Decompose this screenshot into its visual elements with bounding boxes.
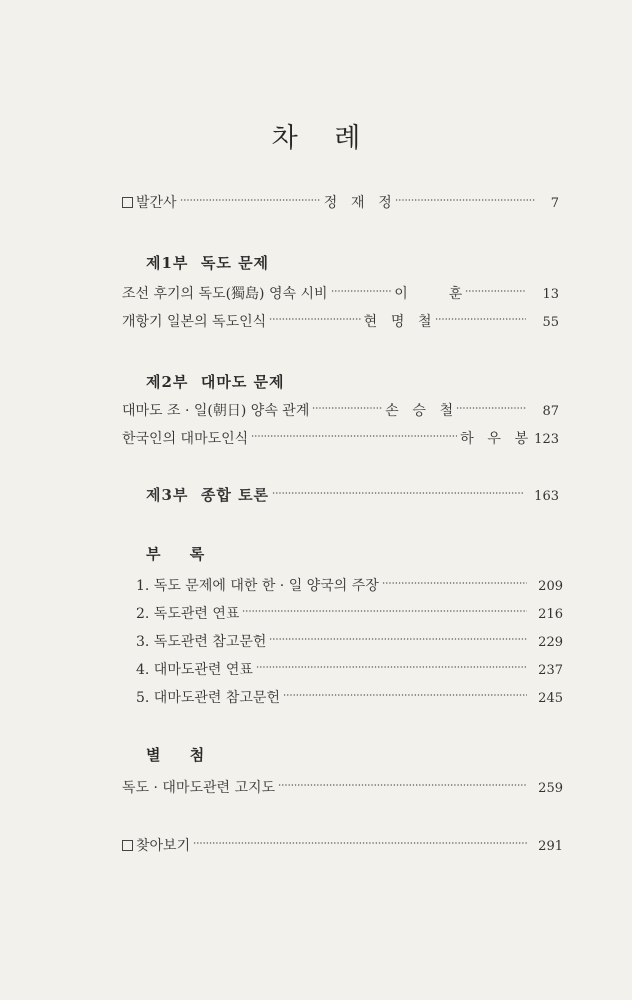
dot-leader (272, 490, 523, 496)
toc-entry[interactable] (122, 284, 559, 305)
entry-page-number: 259 (538, 781, 563, 796)
dot-leader (435, 316, 526, 322)
entry-page-number: 245 (538, 691, 563, 706)
toc-entry[interactable] (136, 632, 563, 653)
entry-page-number: 123 (534, 432, 559, 447)
part3-heading: 제3부 종합 토론 (146, 486, 270, 504)
entry-page-number: 229 (538, 635, 563, 650)
toc-entry[interactable] (136, 660, 563, 681)
entry-author: 이 훈 (394, 286, 463, 302)
entry-label: 조선 후기의 독도(獨島) 영속 시비 (122, 286, 328, 302)
entry-page-number: 237 (538, 663, 563, 678)
toc-entry-index[interactable] (122, 836, 563, 857)
entry-label: 3. 독도관련 참고문헌 (136, 634, 267, 650)
dot-leader (269, 636, 527, 642)
toc-entry[interactable] (122, 429, 559, 450)
toc-entry-preface[interactable] (122, 193, 559, 214)
entry-label: 대마도 조 · 일(朝日) 양속 관계 (122, 403, 310, 419)
entry-author: 현 명 철 (363, 314, 432, 330)
dot-leader (465, 288, 526, 294)
dot-leader (278, 782, 527, 788)
toc-entry[interactable] (122, 401, 559, 422)
entry-label: 2. 독도관련 연표 (136, 606, 240, 622)
entry-label: 찾아보기 (136, 838, 191, 854)
dot-leader (242, 608, 527, 614)
dot-leader (193, 840, 527, 846)
entry-page-number: 291 (538, 839, 563, 854)
page-title: 차 례 (271, 123, 375, 154)
entry-page-number: 163 (534, 489, 559, 504)
entry-page-number: 7 (550, 196, 560, 211)
dot-leader (283, 692, 527, 698)
toc-entry-part3[interactable] (146, 485, 559, 507)
part1-heading: 제1부 독도 문제 (146, 254, 270, 272)
dot-leader (180, 197, 321, 203)
entry-label: 1. 독도 문제에 대한 한 · 일 양국의 주장 (136, 578, 379, 594)
part2-heading: 제2부 대마도 문제 (146, 373, 285, 391)
toc-entry[interactable] (136, 604, 563, 625)
dot-leader (269, 316, 360, 322)
dot-leader (312, 405, 382, 411)
entry-label: 한국인의 대마도인식 (122, 431, 249, 447)
entry-page-number: 13 (542, 287, 559, 302)
checkbox-icon (122, 840, 133, 851)
entry-author: 손 승 철 (385, 403, 454, 419)
attachment-heading: 별 첨 (146, 746, 217, 764)
entry-page-number: 87 (542, 404, 559, 419)
dot-leader (382, 580, 527, 586)
dot-leader (256, 664, 527, 670)
appendix-heading: 부 록 (146, 545, 217, 563)
entry-label: 독도 · 대마도관련 고지도 (122, 780, 276, 796)
entry-label: 4. 대마도관련 연표 (136, 662, 253, 678)
dot-leader (456, 405, 526, 411)
entry-label: 개항기 일본의 독도인식 (122, 314, 267, 330)
entry-author: 하 우 봉 (460, 431, 529, 447)
entry-label: 발간사 (136, 195, 177, 211)
entry-page-number: 216 (538, 607, 563, 622)
dot-leader (331, 288, 392, 294)
toc-entry[interactable] (122, 778, 563, 799)
entry-label: 5. 대마도관련 참고문헌 (136, 690, 280, 706)
entry-page-number: 55 (542, 315, 560, 330)
toc-entry[interactable] (122, 312, 559, 333)
toc-entry[interactable] (136, 576, 563, 597)
entry-page-number: 209 (538, 579, 563, 594)
toc-entry[interactable] (136, 688, 563, 709)
checkbox-icon (122, 197, 133, 208)
entry-author: 정 재 정 (323, 195, 392, 211)
dot-leader (395, 197, 536, 203)
dot-leader (251, 433, 457, 439)
